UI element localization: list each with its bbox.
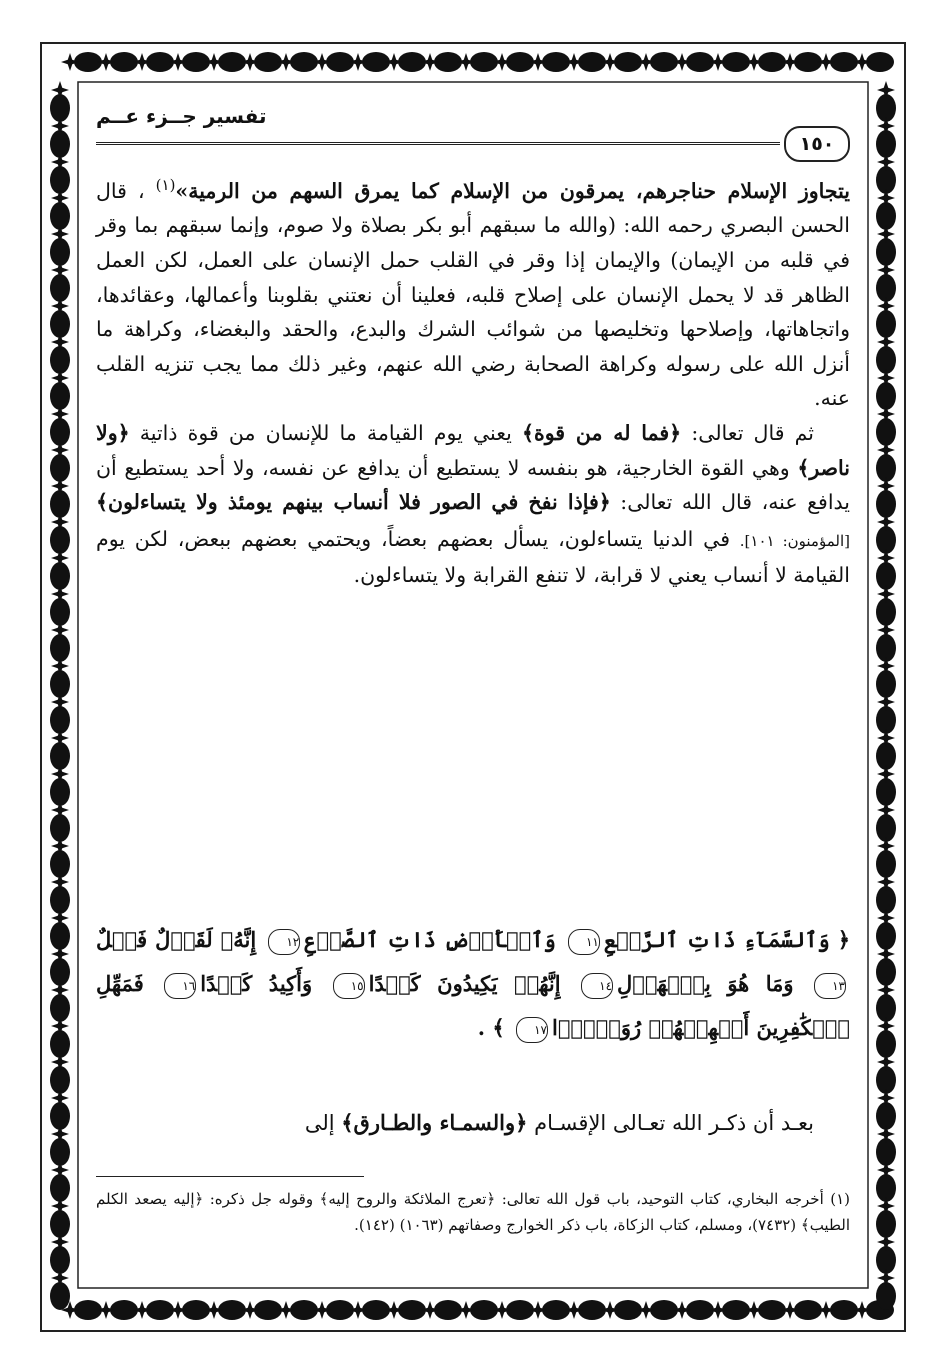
quran-quote-1: ﴿فما له من قوة﴾ (521, 420, 682, 445)
paragraph-1-text: ، قال الحسن البصري رحمه الله: (والله ما سبقهم أبو بكر بصلاة ولا صوم، وإنما سبقهم بما وقر في قلبه من الإيمان) والإيمان إذا وقر في القلب حمل الإنسان على العمل، لكن العمل الظاهر قد لا يحمل الإنسان على إصلاح قلبه، فعلينا أن نعتني بقلوبنا وأعمالها، وعقائدها، واتجاهاتها، وإصلاحها وتخليصها من شوائب الشرك والبدع، والحقد والبغضاء، وكراهة ما أنزل الله على رسوله وكراهة الصحابة رضي الله عنهم، وغير ذلك مما يجب تنزيه القلب عنه. (96, 178, 850, 411)
verse-11: وَٱلسَّمَآءِ ذَاتِ ٱلرَّجۡعِ (603, 927, 830, 952)
quran-verses (96, 918, 850, 1050)
verse-13: إِنَّهُۥ لَقَوۡلٌ فَصۡلٌ (96, 927, 257, 952)
paragraph-2-text-b: يعني يوم القيامة ما للإنسان من قوة ذاتية (129, 420, 522, 445)
page-number: ١٥٠ (784, 126, 850, 162)
footnote-1: (١) أخرجه البخاري، كتاب التوحيد، باب قول الله تعالى: ﴿تعرج الملائكة والروح إليه﴾ وقوله جل ذكره: ﴿إليه يصعد الكلم الطيب﴾ (٧٤٣٢)، ومسلم، كتاب الزكاة، باب ذكر الخوارج وصفاتهم (١٠٦٣) (١٤٢). (96, 1190, 850, 1234)
verse-17: فَمَهِّلِ ٱلۡكَٰفِرِينَ أَمۡهِلۡهُمۡ رُوَيۡدَۢا (96, 971, 850, 1040)
ayah-number-14: ١٤ (581, 973, 613, 999)
surah-reference: [المؤمنون: ١٠١]. (739, 531, 850, 550)
ayah-number-15: ١٥ (333, 973, 365, 999)
paragraph-2 (96, 416, 850, 593)
paragraph-3-text-b: إلى (304, 1111, 342, 1135)
footnotes (96, 1186, 850, 1238)
paragraph-2-text-d: في الدنيا يتساءلون، يسأل بعضهم بعضاً، ويحتمي بعضهم ببعض، لكن يوم القيامة لا أنساب يعني لا قرابة، لا تنفع القرابة ولا يتساءلون. (96, 526, 850, 588)
paragraph-3 (96, 1110, 850, 1135)
footnote-marker: (١) (155, 176, 176, 194)
verse-14: وَمَا هُوَ بِٱلۡهَزۡلِ (617, 971, 794, 996)
ayah-number-17: ١٧ (516, 1017, 548, 1043)
header-rule (96, 142, 780, 145)
quran-quote-3: ﴿فإذا نفخ في الصور فلا أنساب بينهم يومئذ ولا يتساءلون﴾ (96, 490, 611, 515)
page-content (96, 98, 850, 1278)
ayah-number-13: ١٣ (814, 973, 846, 999)
book-title: تفسير جــزء عــم (96, 104, 267, 128)
footnote-rule (96, 1176, 364, 1177)
quran-quote-4: ﴿والسمـاء والطـارق﴾ (341, 1110, 528, 1135)
ayah-number-12: ١٢ (268, 929, 300, 955)
body-text (96, 168, 850, 593)
ayah-number-11: ١١ (568, 929, 600, 955)
verse-16: وَأَكِيدُ كَيۡدًا (200, 971, 313, 996)
verse-open-bracket: ﴿ (837, 927, 851, 952)
verse-15: إِنَّهُمۡ يَكِيدُونَ كَيۡدًا (368, 971, 561, 996)
quran-quote-2: ﴿ولا ناصر﴾ (96, 420, 850, 480)
ayah-number-16: ١٦ (164, 973, 196, 999)
running-header (96, 98, 850, 158)
paragraph-2-text-a: ثم قال تعالى: (681, 420, 814, 445)
paragraph-1 (96, 168, 850, 416)
paragraph-2-text-c: وهي القوة الخارجية، هو بنفسه لا يستطيع أن يدافع عن نفسه، ولا أحد يستطيع أن يدافع عنه، قال الله تعالى: (96, 455, 850, 515)
hadith-ending: يتجاوز الإسلام حناجرهم، يمرقون من الإسلام كما يمرق السهم من الرمية» (175, 178, 850, 203)
verse-12: وَٱلۡأَرۡضِ ذَاتِ ٱلصَّدۡعِ (304, 927, 556, 952)
verse-close-bracket: ﴾ . (477, 1015, 505, 1040)
paragraph-3-text-a: بعـد أن ذكـر الله تعـالى الإقسـام (527, 1111, 814, 1135)
